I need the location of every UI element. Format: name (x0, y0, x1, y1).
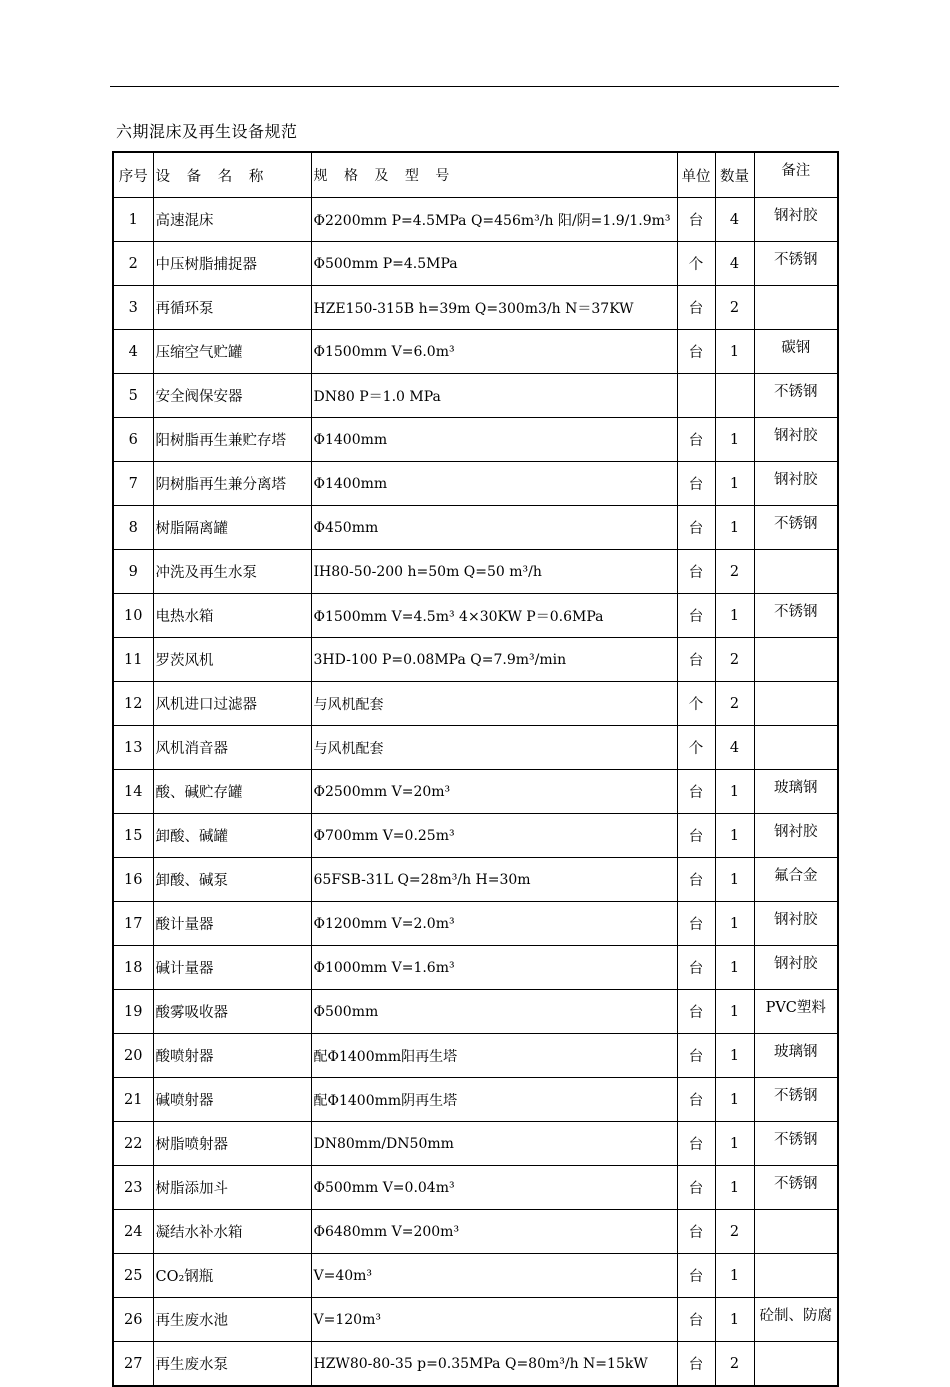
table-row (113, 1166, 838, 1210)
table-row (113, 506, 838, 550)
cell-unit: 台 (677, 1122, 715, 1166)
cell-qty: 1 (715, 902, 754, 946)
cell-note (754, 1210, 838, 1254)
cell-spec: IH80-50-200 h=50m Q=50 m³/h (311, 550, 677, 594)
cell-unit: 台 (677, 330, 715, 374)
cell-unit: 台 (677, 1342, 715, 1387)
cell-name: 安全阀保安器 (153, 374, 311, 418)
cell-spec: V=40m³ (311, 1254, 677, 1298)
cell-name: 再循环泵 (153, 286, 311, 330)
cell-qty: 1 (715, 814, 754, 858)
table-row (113, 770, 838, 814)
cell-name: 卸酸、碱罐 (153, 814, 311, 858)
cell-name: 中压树脂捕捉器 (153, 242, 311, 286)
cell-unit: 台 (677, 990, 715, 1034)
cell-spec: 配Φ1400mm阴再生塔 (311, 1078, 677, 1122)
cell-qty: 1 (715, 946, 754, 990)
cell-name: 高速混床 (153, 198, 311, 242)
table-row (113, 198, 838, 242)
cell-spec: Φ500mm (311, 990, 677, 1034)
cell-no: 21 (113, 1078, 153, 1122)
cell-note: 不锈钢 (754, 374, 838, 418)
cell-unit: 台 (677, 1298, 715, 1342)
cell-no: 27 (113, 1342, 153, 1387)
cell-no: 24 (113, 1210, 153, 1254)
equipment-table (112, 151, 839, 1387)
table-row (113, 946, 838, 990)
table-body (113, 198, 838, 1387)
cell-no: 11 (113, 638, 153, 682)
header-qty: 数量 (715, 152, 754, 198)
table-row (113, 330, 838, 374)
cell-unit: 台 (677, 902, 715, 946)
cell-spec: Φ1200mm V=2.0m³ (311, 902, 677, 946)
cell-unit: 台 (677, 198, 715, 242)
cell-note: 钢衬胶 (754, 814, 838, 858)
cell-no: 13 (113, 726, 153, 770)
cell-name: 树脂添加斗 (153, 1166, 311, 1210)
cell-qty: 2 (715, 286, 754, 330)
header-name: 设 备 名 称 (153, 152, 311, 198)
cell-qty: 1 (715, 770, 754, 814)
cell-qty: 2 (715, 1210, 754, 1254)
table-header-row (113, 152, 838, 198)
table-row (113, 814, 838, 858)
table-row (113, 1078, 838, 1122)
cell-qty (715, 374, 754, 418)
cell-spec: Φ500mm P=4.5MPa (311, 242, 677, 286)
cell-note: 不锈钢 (754, 1166, 838, 1210)
cell-spec: Φ1500mm V=4.5m³ 4×30KW P＝0.6MPa (311, 594, 677, 638)
cell-note: 玻璃钢 (754, 770, 838, 814)
cell-name: 阴树脂再生兼分离塔 (153, 462, 311, 506)
cell-qty: 2 (715, 682, 754, 726)
cell-name: 再生废水泵 (153, 1342, 311, 1387)
table-row (113, 638, 838, 682)
cell-qty: 2 (715, 1342, 754, 1387)
cell-name: 酸雾吸收器 (153, 990, 311, 1034)
cell-no: 3 (113, 286, 153, 330)
cell-qty: 1 (715, 1122, 754, 1166)
cell-note: 不锈钢 (754, 1078, 838, 1122)
cell-no: 2 (113, 242, 153, 286)
cell-name: 树脂喷射器 (153, 1122, 311, 1166)
cell-spec: DN80mm/DN50mm (311, 1122, 677, 1166)
table-row (113, 1210, 838, 1254)
cell-no: 10 (113, 594, 153, 638)
table-row (113, 682, 838, 726)
cell-note (754, 1342, 838, 1387)
cell-note: 钢衬胶 (754, 418, 838, 462)
cell-spec: Φ1500mm V=6.0m³ (311, 330, 677, 374)
cell-qty: 1 (715, 418, 754, 462)
cell-name: 酸喷射器 (153, 1034, 311, 1078)
cell-qty: 1 (715, 1078, 754, 1122)
cell-no: 19 (113, 990, 153, 1034)
table-row (113, 286, 838, 330)
cell-name: 风机消音器 (153, 726, 311, 770)
cell-note (754, 1254, 838, 1298)
cell-qty: 4 (715, 242, 754, 286)
cell-name: 卸酸、碱泵 (153, 858, 311, 902)
cell-qty: 2 (715, 638, 754, 682)
cell-unit: 台 (677, 638, 715, 682)
table-row (113, 374, 838, 418)
cell-qty: 2 (715, 550, 754, 594)
cell-qty: 4 (715, 198, 754, 242)
table-row (113, 594, 838, 638)
cell-note (754, 286, 838, 330)
cell-unit: 台 (677, 1166, 715, 1210)
table-row (113, 858, 838, 902)
page-title: 六期混床及再生设备规范 (116, 122, 298, 141)
cell-unit: 台 (677, 858, 715, 902)
cell-note: 钢衬胶 (754, 946, 838, 990)
cell-qty: 1 (715, 1034, 754, 1078)
cell-spec: Φ1400mm (311, 462, 677, 506)
cell-spec: 与风机配套 (311, 682, 677, 726)
cell-no: 20 (113, 1034, 153, 1078)
cell-spec: Φ450mm (311, 506, 677, 550)
header-unit: 单位 (677, 152, 715, 198)
cell-name: 碱喷射器 (153, 1078, 311, 1122)
cell-note: 砼制、防腐 (754, 1298, 838, 1342)
cell-no: 1 (113, 198, 153, 242)
cell-unit: 台 (677, 814, 715, 858)
cell-qty: 1 (715, 594, 754, 638)
cell-name: 冲洗及再生水泵 (153, 550, 311, 594)
cell-no: 16 (113, 858, 153, 902)
cell-qty: 4 (715, 726, 754, 770)
cell-unit: 台 (677, 462, 715, 506)
table-row (113, 902, 838, 946)
cell-unit: 台 (677, 1078, 715, 1122)
cell-qty: 1 (715, 506, 754, 550)
cell-no: 23 (113, 1166, 153, 1210)
cell-qty: 1 (715, 990, 754, 1034)
table-row (113, 1254, 838, 1298)
cell-name: 凝结水补水箱 (153, 1210, 311, 1254)
cell-unit: 台 (677, 550, 715, 594)
cell-note: 不锈钢 (754, 1122, 838, 1166)
cell-unit: 个 (677, 682, 715, 726)
cell-spec: Φ6480mm V=200m³ (311, 1210, 677, 1254)
cell-spec: V=120m³ (311, 1298, 677, 1342)
cell-note: 碳钢 (754, 330, 838, 374)
cell-note: 钢衬胶 (754, 902, 838, 946)
cell-no: 5 (113, 374, 153, 418)
cell-no: 6 (113, 418, 153, 462)
cell-unit: 台 (677, 594, 715, 638)
cell-qty: 1 (715, 1254, 754, 1298)
table-row (113, 990, 838, 1034)
cell-unit: 台 (677, 1210, 715, 1254)
cell-no: 7 (113, 462, 153, 506)
cell-spec: Φ500mm V=0.04m³ (311, 1166, 677, 1210)
table-row (113, 242, 838, 286)
table-row (113, 462, 838, 506)
cell-note (754, 550, 838, 594)
cell-unit: 台 (677, 418, 715, 462)
cell-qty: 1 (715, 462, 754, 506)
table-row (113, 1342, 838, 1387)
cell-spec: HZW80-80-35 p=0.35MPa Q=80m³/h N=15kW (311, 1342, 677, 1387)
cell-spec: Φ2200mm P=4.5MPa Q=456m³/h 阳/阴=1.9/1.9m³ (311, 198, 677, 242)
table-row (113, 1298, 838, 1342)
cell-note (754, 638, 838, 682)
cell-spec: 3HD-100 P=0.08MPa Q=7.9m³/min (311, 638, 677, 682)
cell-spec: 65FSB-31L Q=28m³/h H=30m (311, 858, 677, 902)
cell-no: 9 (113, 550, 153, 594)
cell-name: 碱计量器 (153, 946, 311, 990)
cell-no: 17 (113, 902, 153, 946)
cell-unit: 个 (677, 726, 715, 770)
cell-spec: Φ1400mm (311, 418, 677, 462)
cell-qty: 1 (715, 1166, 754, 1210)
cell-note: 不锈钢 (754, 242, 838, 286)
table-row (113, 1122, 838, 1166)
cell-unit (677, 374, 715, 418)
table-row (113, 1034, 838, 1078)
header-note: 备注 (754, 152, 838, 198)
header-spec: 规 格 及 型 号 (311, 152, 677, 198)
table-row (113, 550, 838, 594)
cell-note: 氟合金 (754, 858, 838, 902)
cell-name: 树脂隔离罐 (153, 506, 311, 550)
cell-no: 12 (113, 682, 153, 726)
cell-spec: Φ1000mm V=1.6m³ (311, 946, 677, 990)
table-row (113, 726, 838, 770)
cell-note: 不锈钢 (754, 506, 838, 550)
cell-unit: 台 (677, 506, 715, 550)
cell-qty: 1 (715, 1298, 754, 1342)
cell-name: 压缩空气贮罐 (153, 330, 311, 374)
cell-qty: 1 (715, 858, 754, 902)
cell-spec: Φ700mm V=0.25m³ (311, 814, 677, 858)
cell-note: PVC塑料 (754, 990, 838, 1034)
cell-unit: 台 (677, 1254, 715, 1298)
cell-note: 钢衬胶 (754, 462, 838, 506)
cell-no: 18 (113, 946, 153, 990)
cell-no: 4 (113, 330, 153, 374)
cell-name: 阳树脂再生兼贮存塔 (153, 418, 311, 462)
cell-note: 玻璃钢 (754, 1034, 838, 1078)
cell-spec: 与风机配套 (311, 726, 677, 770)
cell-name: 罗茨风机 (153, 638, 311, 682)
cell-note (754, 726, 838, 770)
cell-unit: 台 (677, 946, 715, 990)
cell-no: 14 (113, 770, 153, 814)
top-rule (110, 86, 839, 87)
cell-spec: Φ2500mm V=20m³ (311, 770, 677, 814)
cell-unit: 个 (677, 242, 715, 286)
cell-name: 电热水箱 (153, 594, 311, 638)
cell-unit: 台 (677, 286, 715, 330)
cell-no: 22 (113, 1122, 153, 1166)
cell-spec: DN80 P＝1.0 MPa (311, 374, 677, 418)
cell-no: 26 (113, 1298, 153, 1342)
cell-name: 酸、碱贮存罐 (153, 770, 311, 814)
cell-note: 钢衬胶 (754, 198, 838, 242)
cell-note: 不锈钢 (754, 594, 838, 638)
cell-note (754, 682, 838, 726)
cell-no: 25 (113, 1254, 153, 1298)
cell-spec: HZE150-315B h=39m Q=300m3/h N＝37KW (311, 286, 677, 330)
cell-qty: 1 (715, 330, 754, 374)
cell-unit: 台 (677, 1034, 715, 1078)
cell-name: 再生废水池 (153, 1298, 311, 1342)
cell-spec: 配Φ1400mm阳再生塔 (311, 1034, 677, 1078)
header-no: 序号 (113, 152, 153, 198)
cell-name: 风机进口过滤器 (153, 682, 311, 726)
cell-name: CO₂钢瓶 (153, 1254, 311, 1298)
cell-no: 8 (113, 506, 153, 550)
cell-unit: 台 (677, 770, 715, 814)
cell-no: 15 (113, 814, 153, 858)
table-row (113, 418, 838, 462)
cell-name: 酸计量器 (153, 902, 311, 946)
